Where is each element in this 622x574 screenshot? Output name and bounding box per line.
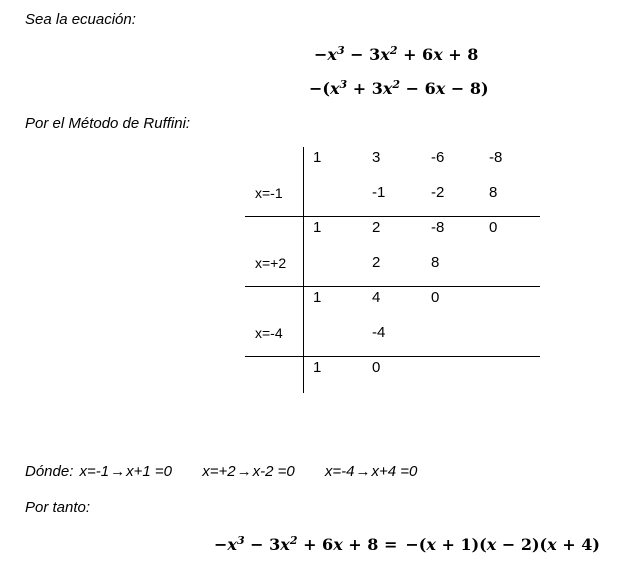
donde-item-3-right: x+4 =0	[371, 463, 418, 480]
eq2-part-0: −(	[309, 79, 330, 98]
eq2-part-3: + 3	[347, 79, 383, 98]
eq2-exp-3: 3	[339, 78, 348, 91]
eq1-exp-2: 2	[389, 44, 398, 57]
method-label: Por el Método de Ruffini:	[25, 115, 191, 132]
ruffini-cell: 2	[372, 219, 381, 236]
final-lhs-exp-2: 2	[289, 534, 298, 547]
ruffini-line-3	[245, 356, 540, 357]
intro-text: Sea la ecuación:	[25, 11, 136, 28]
ruffini-row-label: x=+2	[255, 255, 287, 271]
final-lhs-3: − 3	[244, 535, 281, 554]
final-lhs-0: −	[214, 535, 228, 554]
ruffini-line-2	[245, 286, 540, 287]
final-lhs-x: x	[227, 535, 237, 554]
donde-item-2	[202, 463, 294, 480]
eq1-var-x2: x	[380, 45, 390, 64]
final-rhs-6: + 4)	[556, 535, 600, 554]
arrow-right-icon: →	[355, 463, 371, 480]
donde-item-2-right: x-2 =0	[252, 463, 295, 480]
final-rhs-x1: x	[426, 535, 436, 554]
arrow-right-icon: →	[236, 463, 252, 480]
eq1-part-3: − 3	[344, 45, 381, 64]
ruffini-cell: 0	[431, 289, 440, 306]
ruffini-cell: 1	[313, 289, 322, 306]
arrow-right-icon: →	[110, 463, 126, 480]
eq1-exp-3: 3	[336, 44, 345, 57]
por-tanto-label: Por tanto:	[25, 499, 91, 516]
eq2-part-8: − 8)	[445, 79, 489, 98]
eq1-var-x: x	[327, 45, 337, 64]
donde-item-1-left: x=-1	[79, 463, 110, 480]
final-lhs-8: + 8 =	[342, 535, 398, 554]
ruffini-cell: 8	[489, 184, 498, 201]
ruffini-cell: -8	[431, 219, 445, 236]
ruffini-cell: 2	[372, 254, 381, 271]
ruffini-cell: 0	[489, 219, 498, 236]
ruffini-row-label: x=-4	[255, 325, 283, 341]
final-rhs-4: − 2)(	[496, 535, 548, 554]
final-rhs-x2: x	[486, 535, 497, 554]
ruffini-cell: -2	[431, 184, 445, 201]
donde-item-2-left: x=+2	[202, 463, 236, 480]
final-lhs-x2: x	[280, 535, 290, 554]
eq2-var-x: x	[329, 79, 340, 98]
final-lhs-6: + 6	[297, 535, 334, 554]
eq1-part-6: + 6	[397, 45, 434, 64]
ruffini-cell: -6	[431, 149, 445, 166]
final-rhs-2: + 1)(	[435, 535, 487, 554]
ruffini-cell: -1	[372, 184, 386, 201]
eq2-part-6: − 6	[400, 79, 436, 98]
donde-line	[25, 463, 417, 480]
final-rhs-x3: x	[547, 535, 557, 554]
final-equation	[214, 535, 600, 554]
ruffini-cell: 1	[313, 149, 322, 166]
donde-item-3-left: x=-4	[324, 463, 355, 480]
ruffini-line-1	[245, 216, 540, 217]
donde-label: Dónde:	[25, 463, 74, 480]
ruffini-cell: -8	[489, 149, 503, 166]
eq1-part-0: −	[314, 45, 328, 64]
donde-item-3	[325, 463, 417, 480]
ruffini-cell: 4	[372, 289, 381, 306]
ruffini-cell: 0	[372, 359, 381, 376]
eq2-var-x3: x	[435, 79, 446, 98]
ruffini-cell: -4	[372, 324, 386, 341]
ruffini-cell: 1	[313, 359, 322, 376]
final-rhs-0: −(	[405, 535, 427, 554]
final-lhs-x3: x	[333, 535, 343, 554]
donde-item-1-right: x+1 =0	[126, 463, 173, 480]
eq2-var-x2: x	[382, 79, 393, 98]
final-lhs-exp-3: 3	[236, 534, 245, 547]
ruffini-cell: 1	[313, 219, 322, 236]
ruffini-cell: 8	[431, 254, 440, 271]
ruffini-cell: 3	[372, 149, 381, 166]
ruffini-row-label: x=-1	[255, 185, 283, 201]
donde-item-1	[80, 463, 172, 480]
eq1-part-8: + 8	[442, 45, 479, 64]
eq2-exp-2: 2	[392, 78, 401, 91]
eq1-var-x3: x	[433, 45, 443, 64]
